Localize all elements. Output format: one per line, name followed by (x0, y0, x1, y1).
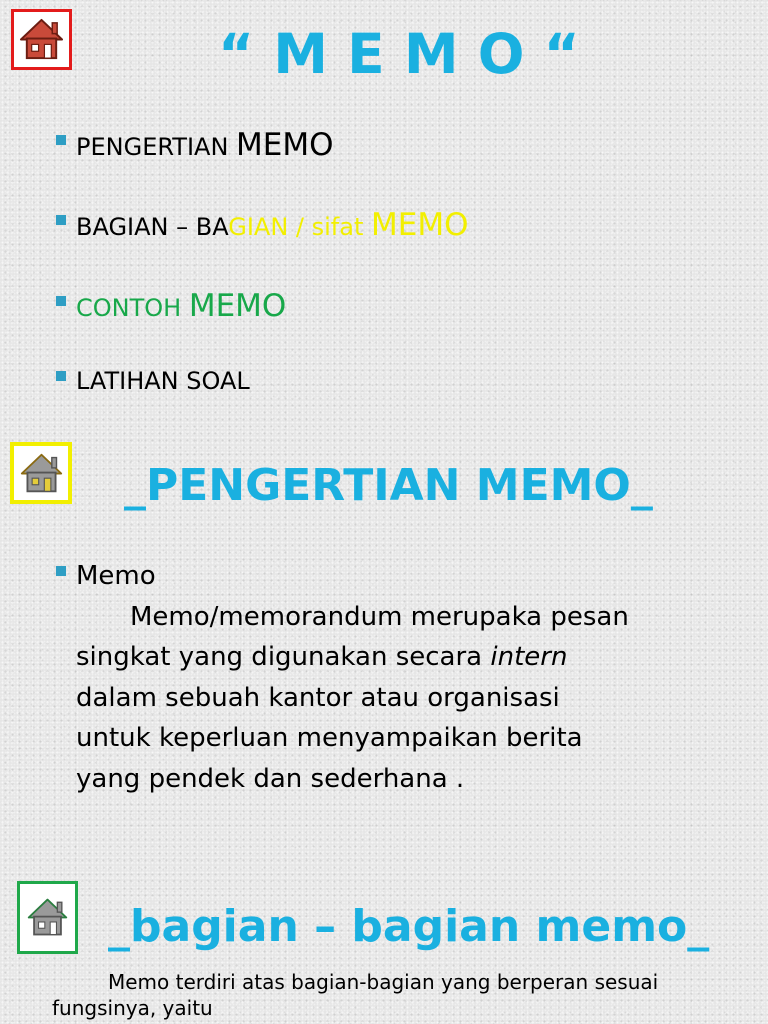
menu-item-label: PENGERTIAN (76, 133, 237, 161)
paragraph-line (76, 637, 567, 678)
menu-item-latihan[interactable] (76, 367, 250, 395)
paragraph-text: singkat yang digunakan secara (76, 642, 491, 672)
paragraph-line: Memo/memorandum merupaka pesan (130, 602, 629, 632)
home-button[interactable] (10, 442, 72, 504)
bullet-icon (56, 296, 66, 306)
bullet-icon (56, 566, 66, 576)
section-heading: _bagian – bagian memo_ (108, 901, 710, 952)
menu-item-bagian[interactable] (76, 207, 469, 243)
bullet-icon (56, 215, 66, 225)
page-title: “ M E M O “ (218, 22, 580, 86)
menu-item-memo: MEMO (371, 207, 469, 243)
menu-item-label: BAGIAN – BA (76, 213, 229, 241)
bullet-label: Memo (76, 561, 156, 591)
paragraph-line: dalam sebuah kantor atau organisasi (76, 683, 560, 713)
menu-item-label: LATIHAN SOAL (76, 367, 250, 395)
bullet-icon (56, 371, 66, 381)
paragraph-line: Memo terdiri atas bagian-bagian yang berperan sesuai (108, 970, 659, 994)
menu-item-label-highlight: GIAN / sifat (228, 213, 371, 241)
section-heading: _PENGERTIAN MEMO_ (124, 460, 653, 511)
home-icon (18, 16, 65, 63)
paragraph-line: fungsinya, yaitu (52, 996, 213, 1020)
bullet-icon (56, 135, 66, 145)
home-button[interactable] (11, 9, 72, 70)
home-button[interactable] (17, 881, 78, 954)
menu-item-memo: MEMO (236, 127, 334, 163)
paragraph-line: yang pendek dan sederhana . (76, 764, 465, 794)
paragraph-line: untuk keperluan menyampaikan berita (76, 723, 583, 753)
home-icon (26, 896, 69, 939)
menu-item-contoh[interactable] (76, 288, 287, 324)
paragraph-emphasis: intern (490, 642, 568, 672)
menu-item-label: CONTOH (76, 294, 189, 322)
menu-item-memo: MEMO (188, 288, 287, 324)
menu-item-pengertian[interactable] (76, 127, 334, 163)
home-icon (19, 451, 64, 496)
